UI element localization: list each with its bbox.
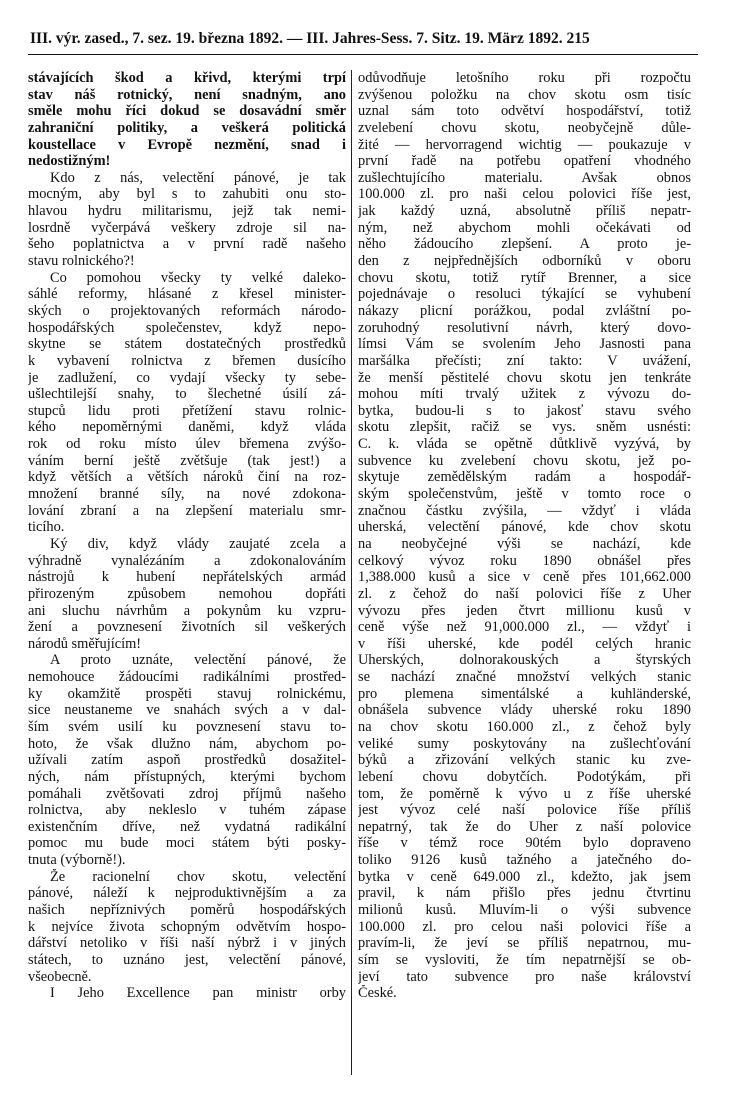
right-column-line: lebení chovu dobytčích. Podotýkám, při <box>358 768 691 785</box>
right-column-line: C. k. vláda se opětně důtklivě vyzývá, by <box>358 436 691 453</box>
left-column-line: ských o projektovaných reformách národo- <box>28 302 346 319</box>
left-column-line: váním berní ještě zvětšuje (tak jest!) a <box>28 452 346 469</box>
left-column-line: kého nepoměrnými daněmi, když vláda <box>28 419 346 436</box>
right-column-line: značnou částku zvýšila, — vždyť i vláda <box>358 502 691 519</box>
left-column-line: žení a povznesení životních sil veškerých <box>28 619 346 636</box>
right-column-line: v říši uherské, kde podél celých hranic <box>358 635 691 652</box>
left-column-line: pánové, náleží k nejproduktivnějším a za <box>28 885 346 902</box>
left-column-line: výhradně vynalézáním a zdokonalováním <box>28 552 346 569</box>
right-column-line: odůvodňuje letošního roku při rozpočtu <box>358 70 691 86</box>
right-column-line: subvence ku zvelebení chovu skotu, jež po- <box>358 452 691 469</box>
column-divider <box>351 70 352 1075</box>
left-column-line: stav náš rotnický, není snadným, ano <box>28 86 346 103</box>
right-column-line: ským společenstvům, ještě v tomto roce o <box>358 486 691 503</box>
left-column-line: lování zbraní a na zlepšení materialu smr- <box>28 502 346 519</box>
left-column-line: sice neustaneme ve snahách svých a v dal- <box>28 702 346 719</box>
left-column-line: A proto uznáte, velectění pánové, že <box>50 652 346 669</box>
left-column-line: našich nepříznivých poměrů hospodářských <box>28 902 346 919</box>
left-column-line: zahraniční politiky, a veškerá politická <box>28 119 346 136</box>
left-column-line: ticího. <box>28 519 65 536</box>
right-column-line: České. <box>358 985 397 1002</box>
left-column-line: sáhlé reformy, hlásané z křesel minister- <box>28 286 346 303</box>
right-column-line: Uherských, dolnorakouských a štyrských <box>358 652 691 669</box>
right-column-line: skytuje zemědělským radám a hospodář- <box>358 469 691 486</box>
left-column-line: ším svém usilí ku povznesení stavu to- <box>28 718 346 735</box>
right-column-line: obnášela subvence vlády uherské roku 1890 <box>358 702 691 719</box>
left-column-line: hoto, že však dlužno nám, abychom po- <box>28 735 346 752</box>
right-column-line: na chov skotu 160.000 zl., z čehož byly <box>358 718 691 735</box>
right-column-line: sím se vysloviti, že tím nepatrnější se ob- <box>358 951 691 968</box>
left-column-line: skytne se státem dostatečných prostředků <box>28 336 346 353</box>
right-column-line: žité — hervorragend wichtig — poukazuje v <box>358 136 691 153</box>
left-column-line: Kdo z nás, velectění pánové, je tak <box>50 169 346 186</box>
right-column-line: říše v témž roce 90tém bylo dopraveno <box>358 835 691 852</box>
left-column-line: je zadlužení, co vydají všecky ty sebe- <box>28 369 346 386</box>
left-column <box>28 70 346 1002</box>
right-column-line: 100.000 zl. pro celou naši polovici říše a <box>358 918 691 935</box>
left-column-line: Že racionelní chov skotu, velectění <box>50 868 346 885</box>
left-column-line: Ký div, když vlády zaujaté zcela a <box>50 535 346 552</box>
right-column-line: jest vývoz celé naší polovice říše příliš <box>358 802 691 819</box>
left-column-line: nástrojů k hubení nepřátelských armád <box>28 569 346 586</box>
left-column-line: rok od roku místo úlev břemena zvýšo- <box>28 436 346 453</box>
right-column-line: býků a zřizování velkých stanic ku zve- <box>358 752 691 769</box>
header-rule <box>28 54 698 55</box>
left-column-line: k nejvíce života schopným odvětvím hospo- <box>28 918 346 935</box>
right-column-line: jak každý uzná, absolutně příliš nepatr- <box>358 203 691 220</box>
right-column-line: zoruhodný resolutivní návrh, který dovo- <box>358 319 691 336</box>
left-column-line: Co pomohou všecky ty velké daleko- <box>50 269 346 286</box>
right-column-line: chovu skotu, totiž rytíř Brenner, a sice <box>358 269 691 286</box>
right-column-line: skotu zlepšit, račiž se vys. sněm usnésti: <box>358 419 691 436</box>
right-column-line: nepatrný, tak že do Uher z naší polovice <box>358 818 691 835</box>
left-column-line: stávajících škod a křivd, kterými trpí <box>28 70 346 86</box>
left-column-line: stavu rolnického?! <box>28 253 135 270</box>
left-column-line: státech, to uznáno jest, velectění pánové, <box>28 951 346 968</box>
right-column-line: celkový vývoz roku 1890 obnášel přes <box>358 552 691 569</box>
right-column-line: den z nejpřednějších odborníků v oboru <box>358 253 691 270</box>
left-column-line: pomoc mu bude moci státem býti posky- <box>28 835 346 852</box>
right-column-line: maršálka přečísti; zní takto: V uvážení, <box>358 352 691 369</box>
left-column-line: I Jeho Excellence pan ministr orby <box>50 985 346 1002</box>
page-header: III. výr. zased., 7. sez. 19. března 1892. — III. Jahres-Sess. 7. Sitz. 19. März 1892. 215 <box>30 30 590 47</box>
right-column-line: jeví tato subvence pro naše království <box>358 968 691 985</box>
right-column-line: bytka v ceně 649.000 zl., kdežto, jak jsem <box>358 868 691 885</box>
left-column-line: všeobecně. <box>28 968 92 985</box>
right-column-line: že menší pěstitelé chovu skotu jen tenkráte <box>358 369 691 386</box>
right-column-line: uherská, velectění pánové, kde chov skotu <box>358 519 691 536</box>
left-column-line: ani sluchu návrhům a pokynům ku vzpru- <box>28 602 346 619</box>
left-column-line: ky okamžitě prospěti stavuj rolnickému, <box>28 685 346 702</box>
right-column-line: uznal sám toto odvětví hospodářství, totiž <box>358 103 691 120</box>
left-column-line: nedostižným! <box>28 153 111 170</box>
right-column-line: veliké sumy poskytovány na zušlechťování <box>358 735 691 752</box>
left-column-line: ušlechtilejší snahy, to šlechetné úsilí zá- <box>28 386 346 403</box>
left-column-line: existenčním dříve, než vydatná radikální <box>28 818 346 835</box>
right-column-line: pravím-li, že jeví se příliš nepatrnou, mu- <box>358 935 691 952</box>
right-column-line: nákazy plicní porážkou, podal zvláštní po- <box>358 302 691 319</box>
right-column-line: mohou míti trvalý užitek z vývozu do- <box>358 386 691 403</box>
left-column-line: množení branné síly, na nové zdokona- <box>28 486 346 503</box>
right-column-line: vývozu přes jeden čtvrt millionu kusů v <box>358 602 691 619</box>
left-column-line: losrdně vyčerpává veškery zdroje sil na- <box>28 219 346 236</box>
right-column-line: zvýšenou položku na chov skotu osm tisíc <box>358 86 691 103</box>
right-column-line: něho žádoucího zlepšení. A proto je- <box>358 236 691 253</box>
right-column-line: milionů kusů. Mluvím-li o výši subvence <box>358 902 691 919</box>
left-column-line: hospodářských společenstev, když nepo- <box>28 319 346 336</box>
left-column-line: rolnictva, aby nekleslo v tuhém zápase <box>28 802 346 819</box>
left-column-line: ných, nám přístupných, kterými bychom <box>28 768 346 785</box>
right-column-line: bytka, budou-li s to jakosť stavu svého <box>358 402 691 419</box>
right-column-line: pojednávaje o resoluci týkající se vyhubení <box>358 286 691 303</box>
right-column-line: první řadě na potřebu opatření vhodného <box>358 153 691 170</box>
left-column-line: pomáhali zvětšovati zdroj příjmů našeho <box>28 785 346 802</box>
left-column-line: směle mohu říci dokud se dosavádní směr <box>28 103 346 120</box>
left-column-line: užívali zatím aspoň prostředků dosažitel- <box>28 752 346 769</box>
right-column-line: zvelebení chovu skotu, neobyčejně důle- <box>358 119 691 136</box>
right-column-line: zušlechtujícího materialu. Avšak obnos <box>358 169 691 186</box>
right-column-line: límsi Vám se svolením Jeho Jasnosti pana <box>358 336 691 353</box>
left-column-line: přirozeným způsobem nemohou dopřáti <box>28 585 346 602</box>
right-column-line: na neobyčejné výši se nachází, kde <box>358 535 691 552</box>
right-column-line: se nachází značné množství velkých stanic <box>358 669 691 686</box>
left-column-line: koustellace v Evropě nezmění, snad i <box>28 136 346 153</box>
right-column-line: zl. z čehož do naší polovici říše z Uher <box>358 585 691 602</box>
right-column-line: ným, než abychom mohli očekávati od <box>358 219 691 236</box>
right-column-line: pravil, k nám přišlo přes jednu čtvrtinu <box>358 885 691 902</box>
left-column-line: nemohouce žádoucími radikálními prostřed- <box>28 669 346 686</box>
right-column <box>358 70 691 1002</box>
left-column-line: národů směřujícím! <box>28 635 142 652</box>
right-column-line: 1,388.000 kusů a sice v ceně přes 101,662.000 <box>358 569 691 586</box>
right-column-line: ceně výše než 91,000.000 zl., — vždyť i <box>358 619 691 636</box>
left-column-line: tnuta (výborně!). <box>28 852 126 869</box>
left-column-line: mocným, aby byl s to zahubiti onu sto- <box>28 186 346 203</box>
right-column-line: pro plemena simentálské a kuhländerské, <box>358 685 691 702</box>
left-column-line: stupců lidu proti přetížení stavu rolnic- <box>28 402 346 419</box>
left-column-line: k vybavení rolnictva z břemen dusícího <box>28 352 346 369</box>
left-column-line: šeho poplatnictva a v první radě našeho <box>28 236 346 253</box>
right-column-line: 100.000 zl. pro naši celou polovici říše jest, <box>358 186 691 203</box>
left-column-line: dářství netoliko v říši naší nýbrž i v jiných <box>28 935 346 952</box>
left-column-line: hlavou hydru militarismu, jejž tak nemi- <box>28 203 346 220</box>
right-column-line: toliko 9126 kusů tažného a jatečného do- <box>358 852 691 869</box>
left-column-line: když větších a větších nároků činí na roz- <box>28 469 346 486</box>
right-column-line: tom, že poměrně k vývo u z říše uherské <box>358 785 691 802</box>
